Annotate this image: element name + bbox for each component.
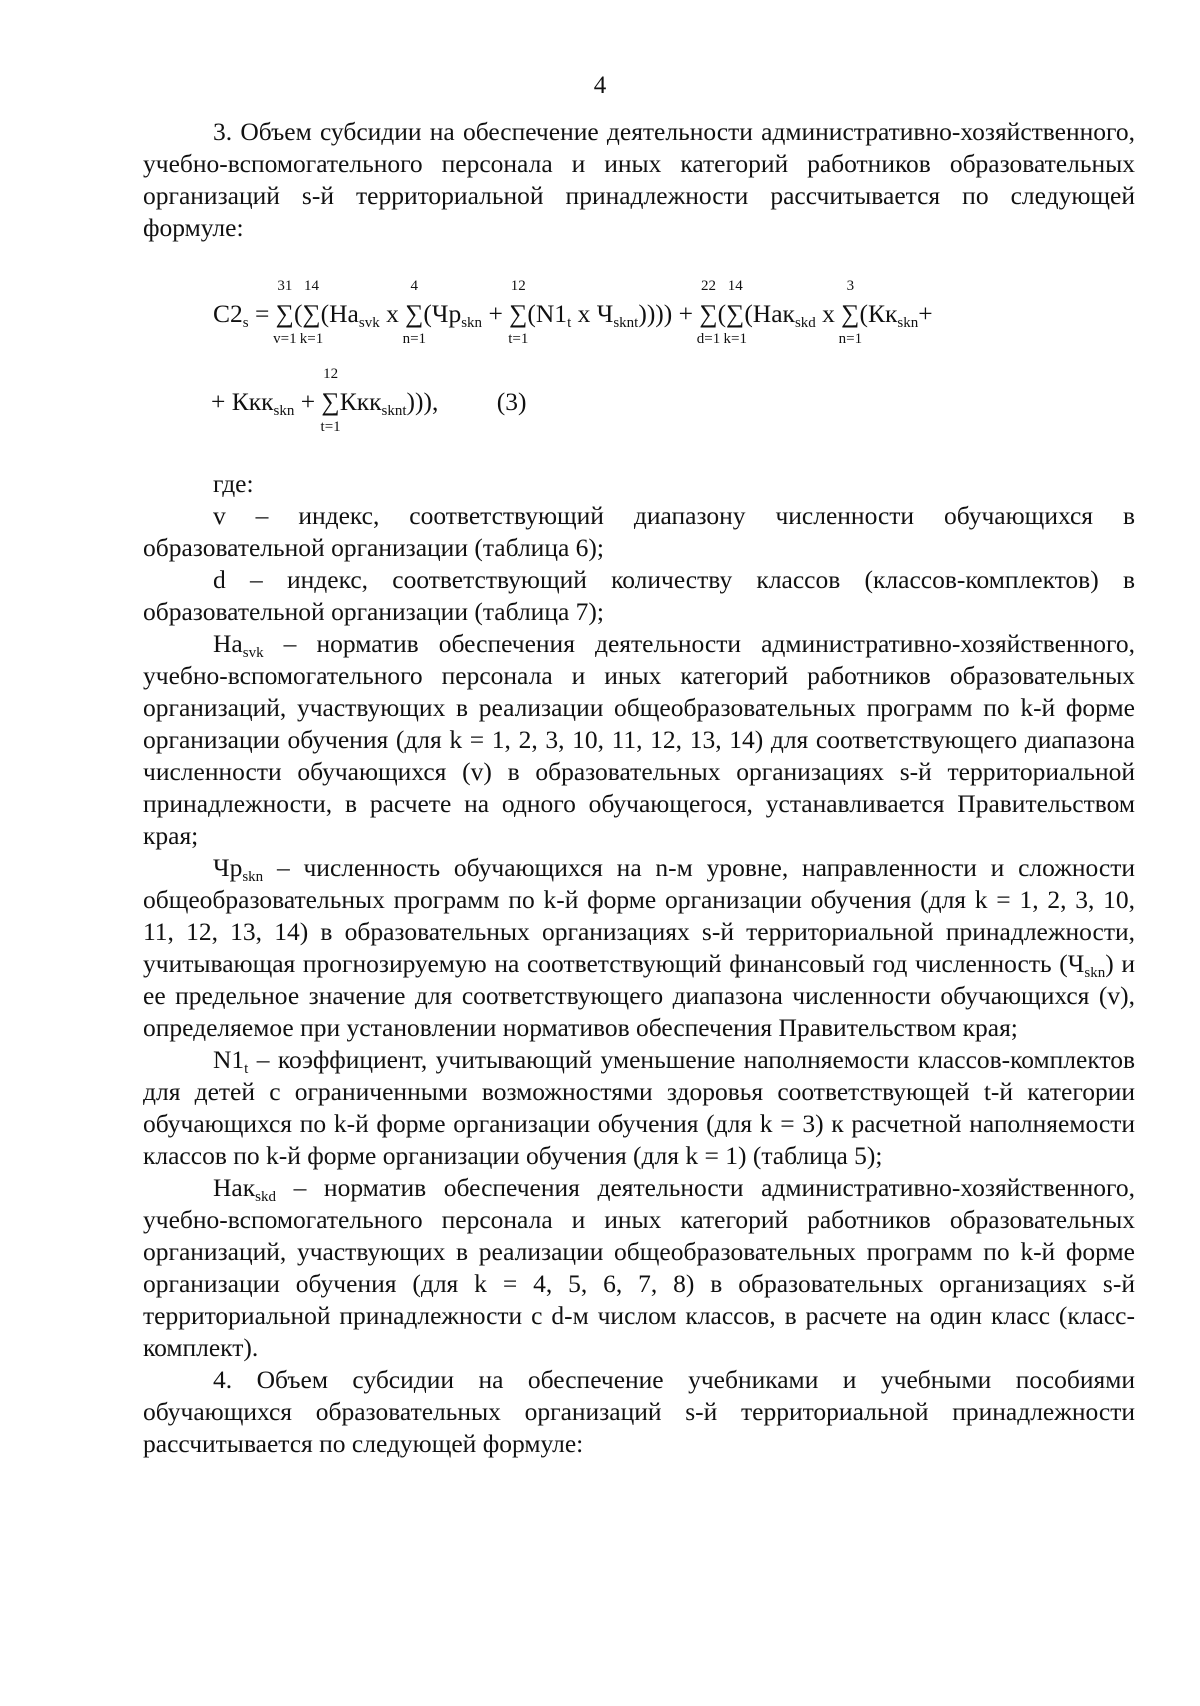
sum-symbol: ∑ 22 d=1 (696, 278, 721, 347)
paragraph-4: 4. Объем субсидии на обеспечение учебниками и учебными пособиями обучающихся образовательных организаций s-й территориальной принадлежности рассчитывается по следующей формуле: (143, 1365, 1135, 1458)
sum-symbol: ∑ 3 n=1 (838, 278, 863, 347)
formula-lhs: С2 (213, 299, 243, 328)
sum-symbol: ∑ 31 v=1 (273, 278, 297, 347)
where-label: где: (213, 469, 254, 498)
definition-d: d – индекс, соответствующий количеству классов (классов-комплектов) в образовательной организации (таблица 7); (143, 565, 1135, 626)
definition-chr: $Чр_{skn}$ – численность обучающихся на n-м уровне, направленности и сложности общеобразовательных программ по k-й форме организации обучения (для k = 1, 2, 3, 10, 11, 12, 13, 14) в образовательных организациях s-й территориальной принадлежности, учитывающая прогнозируемую на соответствующий финансовый год численность $(Ч_{skn})$ и ее предельное значение для соответствующего диапазона численности обучающихся (v), определяемое при установлении нормативов обеспечения Правительством края; (143, 853, 1135, 1042)
formula-3 (143, 254, 1135, 444)
definition-v: v – индекс, соответствующий диапазону численности обучающихся в образовательной организации (таблица 6); (143, 501, 1135, 562)
formula-line-2: + Ккк$_{skn}$ + ∑ 12 t=1 Ккк$_{sknt}$))), (3) (211, 366, 527, 435)
formula-number: (3) (496, 387, 527, 416)
paragraph-3: 3. Объем субсидии на обеспечение деятельности административно-хозяйственного, учебно-вспомогательного персонала и иных категорий работников образовательных организаций s-й территориальной принадлежности рассчитывается по следующей формуле: (143, 117, 1135, 242)
page-number: 4 (593, 72, 607, 99)
formula-line-1: $С2_s$ = ∑ 31 v=1 (∑ 14 k=1 ($На_{svk}$ х ∑ 4 n=1 ($Чр_{skn}$ + ∑ 12 t=1 ($N1_t$ х $Ч_{sknt}$)))) + ∑ 22 d=1 (∑ 14 k=1 (Нак$_{skd}$ х ∑ 3 n=1 ($Кк_{skn}+$ (213, 278, 933, 347)
sum-symbol: ∑ 12 t=1 (320, 366, 341, 435)
definition-ha: $На_{svk}$ – норматив обеспечения деятельности административно-хозяйственного, учебно-вспомогательного персонала и иных категорий работников образовательных организаций, участвующих в реализации общеобразовательных программ по k-й форме организации обучения (для k = 1, 2, 3, 10, 11, 12, 13, 14) для соответствующего диапазона численности обучающихся (v) в образовательных организациях s-й территориальной принадлежности, в расчете на одного обучающегося, устанавливается Правительством края; (143, 629, 1135, 850)
document-body (143, 116, 1135, 1460)
definition-n1: $N1_t$ – коэффициент, учитывающий уменьшение наполняемости классов-комплектов для детей с ограниченными возможностями здоровья соответствующей t-й категории обучающихся по k-й форме организации обучения (для k = 3) к расчетной наполняемости классов по k-й форме организации обучения (для k = 1) (таблица 5); (143, 1045, 1135, 1170)
sum-symbol: ∑ 14 k=1 (723, 278, 747, 347)
sum-symbol: ∑ 12 t=1 (508, 278, 529, 347)
sum-symbol: ∑ 4 n=1 (402, 278, 427, 347)
definition-nak: Нак$_{skd}$ – норматив обеспечения деятельности административно-хозяйственного, учебно-вспомогательного персонала и иных категорий работников образовательных организаций, участвующих в реализации общеобразовательных программ по k-й форме организации обучения (для k = 4, 5, 6, 7, 8) в образовательных организациях s-й территориальной принадлежности с d-м числом классов, в расчете на один класс (класс-комплект). (143, 1173, 1135, 1362)
sum-symbol: ∑ 14 k=1 (299, 278, 324, 347)
